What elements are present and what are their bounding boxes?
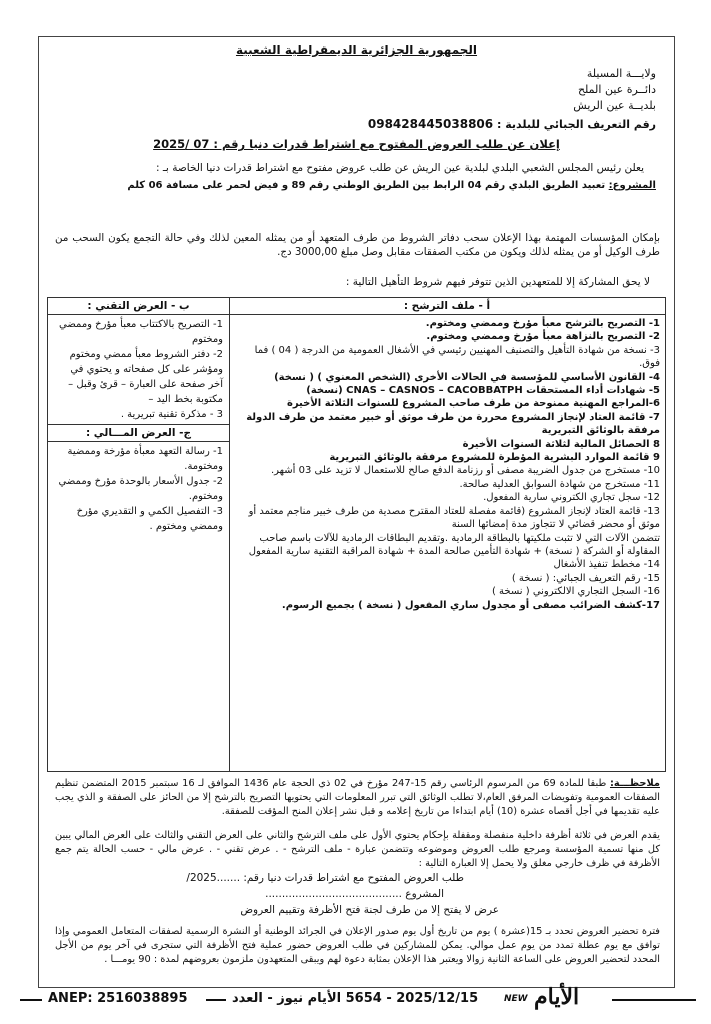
daira: دائــرة عين الملح — [577, 83, 656, 96]
candidacy-item: 9 قائمة الموارد البشرية المؤطرة للمشروع مرفقة بالوثائق التبريرية — [329, 452, 660, 464]
candidacy-item: 13- قائمة العتاد لإنجاز المشروع (قائمة مفصلة للعتاد المقترح مصدية من طرف خبير مناجم معتمد أو موثق أو محضر قضائي لا تتجاوز مدة إمضائها السنة — [248, 505, 660, 531]
candidacy-item: 3- نسخة من شهادة التأهيل والتصنيف المهنيين رئيسي في الأشغال العمومية من الدرجة ( 04 ) فما فوق. — [254, 344, 660, 370]
envelope-line-3: عرض لا يفتح إلا من طرف لجنة فتح الأظرفة وتقييم العروض — [240, 904, 499, 916]
candidacy-header: أ - ملف الترشح : — [229, 298, 665, 315]
commune: بلديــة عين الريش — [573, 99, 656, 112]
technical-item: 2- دفتر الشروط معبأ ممضي ومختوم ومؤشر على كل صفحاته و يحتوي في آخر صفحة على العبارة – قرئ وقبل – مكتوبة بخط اليد – — [68, 349, 223, 405]
financial-header: ج- العرض المـــالي : — [48, 424, 229, 442]
financial-item: 3- التفصيل الكمي و التقديري مؤرخ وممضي ومختوم . — [76, 506, 223, 532]
candidacy-item: 4- القانون الأساسي للمؤسسة في الحالات الأخرى (الشخص المعنوي ) ( نسخة) — [274, 371, 660, 383]
financial-item: 2- جدول الأسعار بالوحدة مؤرخ وممضي ومختوم. — [58, 476, 223, 502]
envelope-line-2: المشروع ......................................... — [265, 888, 444, 900]
closing-paragraph: فترة تحضير العروض تحدد بـ 15(عشرة ) يوم من تاريخ أول يوم صدور الإعلان في الجرائد الوطنية أو النشرة الرسمية لصفقات المتعامل العمومي وإذا توافق مع يوم عطلة تمدد من يوم عمل موالي. يمكن للمشاركين في طلب العروض حضور عملية فتح الأظرفة التي ستجرى في آخر يوم من الأجل المحدد لتحضير العروض على الساعة الثانية زوالا ويعتبر هذا الإعلان بمثابة دعوة لهم ويبقى المتعهدون ملزمون بعروضهم لمدة : 90 يومـــا . — [55, 926, 660, 965]
issue-info: 2025/12/15 - 5654 الأيام نيوز - العدد — [232, 991, 479, 1006]
envelope-line-1: طلب العروض المفتوح مع اشتراط قدرات دنيا رقم: .......2025/ — [186, 872, 464, 884]
project-label: المشروع: — [608, 180, 656, 191]
tax-id-value: 098428445038806 — [367, 117, 494, 131]
announcement-page — [38, 36, 675, 988]
candidacy-item: 1- التصريح بالترشح معبأ مؤرخ وممضي ومختوم. — [425, 318, 660, 329]
candidacy-item: 16- السجل التجاري الالكتروني ( نسخة ) — [491, 586, 660, 598]
candidacy-column — [229, 298, 665, 771]
newspaper-footer — [20, 984, 700, 1012]
candidacy-item: 17-كشف الضرائب مصفى أو مجدول ساري المفعول ( نسخة ) بجميع الرسوم. — [281, 599, 660, 611]
announcement-title: إعلان عن طلب العروض المفتوح مع اشتراط قدرات دنيا رقم : 07 /2025 — [153, 137, 560, 151]
envelopes-paragraph: يقدم العرض في ثلاثة أظرفة داخلية منفصلة ومقفلة بإحكام يحتوي الأول على ملف الترشح والثاني على العرض التقني والثالث على العرض المالي يبين كل منها تسمية المؤسسة ومرجع طلب العروض وموضوعه وتتضمن عبارة - ملف الترشح - . عرض تقني - . عرض مالي - حسب الحالة يتم جمع الأظرفة في ظرف خارجي مغلق ولا يحمل إلا العبارة التالية : — [55, 830, 660, 869]
technical-list — [48, 315, 229, 424]
anep-number: ANEP: 2516038895 — [48, 991, 188, 1006]
offers-column — [48, 298, 230, 771]
project-text: تعبيد الطريق البلدي رقم 04 الرابط بين الطريق الوطني رقم 89 و فيض لحمر على مسافة 06 كلم — [127, 180, 606, 191]
technical-item: 3 - مذكرة تقنية تبريرية . — [120, 409, 223, 420]
candidacy-item: تتضمن الآلات التي لا تثبت ملكيتها بالبطاقة الرمادية .وتقديم البطاقات الرمادية للآلات باسم صاحب المقاولة أو الشركة ( نسخة) + شهادة التأمين صالحة المدة + شهادة المراقبة التقنية سارية المفعول — [248, 532, 660, 557]
financial-item: 1- رسالة التعهد معبأة مؤرخة وممضية ومختومة. — [67, 446, 223, 472]
requirements-table — [47, 297, 666, 772]
tax-id-label: رقم التعريف الجبائي للبلدية : — [496, 118, 656, 131]
footer-rule — [612, 999, 696, 1001]
candidacy-item: 12- سجل تجاري الكتروني سارية المفعول. — [483, 492, 660, 504]
wilaya: ولايـــة المسيلة — [586, 67, 656, 80]
announcement-intro: يعلن رئيس المجلس الشعبي البلدي لبلدية عين الريش عن طلب عروض مفتوح مع اشتراط قدرات دنيا الخاصة بـ : — [155, 162, 644, 174]
candidacy-item: 15- رقم التعريف الجبائي: ( نسخة ) — [511, 572, 660, 584]
eligibility-intro: لا يحق المشاركة إلا للمتعهدين الذين تتوفر فيهم شروط التأهيل التالية : — [345, 276, 650, 288]
footer-rule — [20, 999, 42, 1001]
logo-new: NEW — [504, 994, 528, 1004]
candidacy-item: 2- التصريح بالنزاهة معبأ مؤرخ وممضي ومختوم. — [426, 331, 660, 343]
candidacy-item: 11- مستخرج من شهادة السوابق العدلية صالحة. — [459, 478, 660, 490]
candidacy-item: 6-المراجع المهنية ممنوحة من طرف صاحب المشروع للسنوات الثلاثة الأخيرة — [286, 398, 660, 410]
tax-id-row — [368, 117, 656, 132]
technical-item: 1- التصريح بالاكتتاب معبأ مؤرخ وممضي ومختوم — [59, 319, 223, 345]
candidacy-item: 8 الحصائل المالية لثلاثة السنوات الأخيرة — [462, 438, 660, 450]
republic-title: الجمهورية الجزائرية الديمقراطية الشعبية — [235, 43, 478, 57]
newspaper-logo: الأيام — [534, 984, 580, 1010]
candidacy-item: 7- قائمة العتاد لإنجاز المشروع محررة من طرف موثق أو خبير معتمد من طرف الدولة مرفقة بالوثائق التبريرية — [246, 411, 660, 437]
candidacy-item: 10- مستخرج من جدول الضريبة مصفى أو رزنامة الدفع صالح للاستعمال لا تزيد على 03 أشهر. — [270, 465, 660, 477]
financial-list — [48, 442, 229, 536]
withdraw-paragraph: بإمكان المؤسسات المهتمة بهذا الإعلان سحب دفاتر الشروط من طرف المتعهد أو من يمثله المعين لذلك وفي حالة التجمع يكون السحب من طرف الوكيل أو من يمثله لذلك ويكون من مكتب الصفقات مقابل وصل مبلغ 3000,00 دج. — [55, 232, 660, 258]
technical-header: ب - العرض التقني : — [48, 298, 229, 315]
footer-rule — [206, 999, 226, 1001]
note-label: ملاحظـــة: — [609, 778, 660, 789]
project-row — [127, 179, 656, 193]
candidacy-item: 14- مخطط تنفيذ الأشغال — [553, 559, 660, 571]
candidacy-item: 5- شهادات أداء المستحقات CNAS – CASNOS – CACOBBATPH (نسخة) — [306, 385, 660, 397]
note-paragraph — [55, 777, 660, 819]
note-text: طبقا للمادة 69 من المرسوم الرئاسي رقم 15-247 مؤرخ في 02 ذي الحجة عام 1436 الموافق لـ 16 سبتمبر 2015 المتضمن تنظيم الصفقات العمومية وتفويضات المرفق العام،لا تطلب الوثائق التي تبرر المعلومات التي يحتويها التصريح بالترشح إلا من الحائز على الصفقة و الذي يجب عليه تقديمها في أجل أقصاه عشرة (10) أيام ابتداءا من تاريخ إعلامه و قبل نشر إعلان المنح المؤقت للصفقة. — [55, 778, 660, 817]
candidacy-list — [229, 315, 665, 614]
